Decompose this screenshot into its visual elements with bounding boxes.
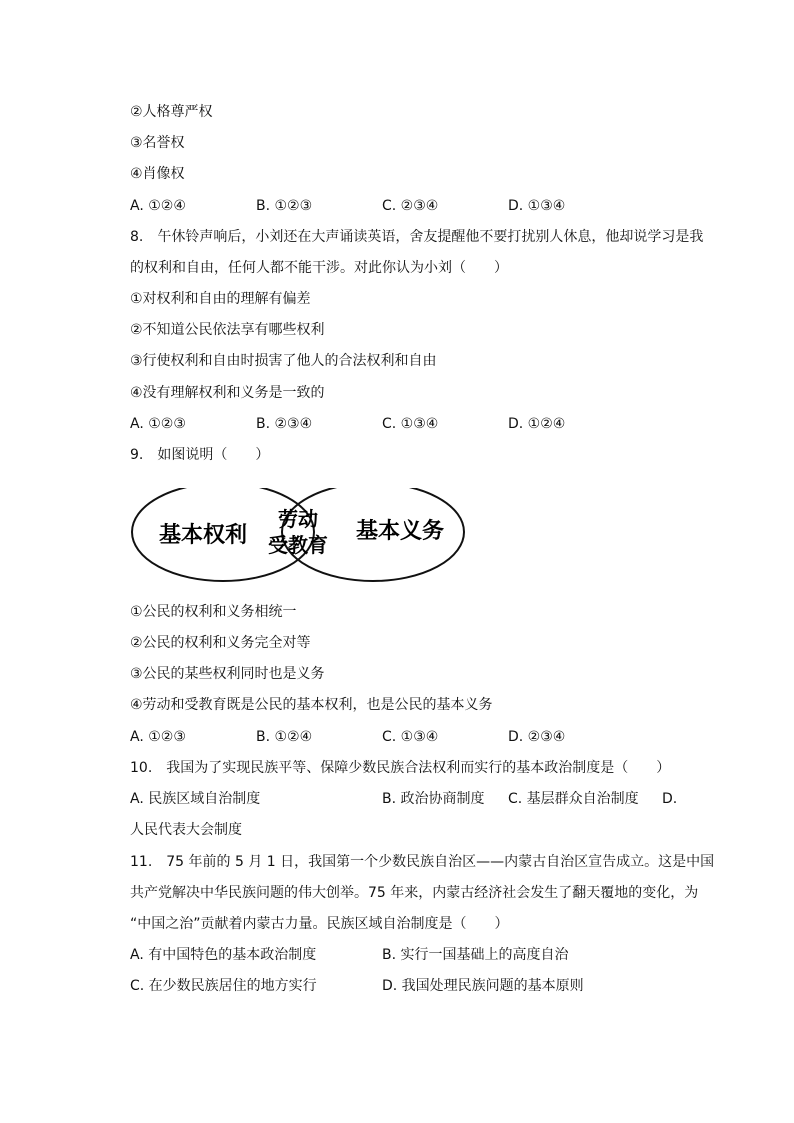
q8-stem-line2: 的权利和自由，任何人都不能干涉。对此你认为小刘（ ）	[130, 260, 508, 276]
q11-option-c: C. 在少数民族居住的地方实行	[130, 978, 317, 994]
q11-stem-line2: 共产党解决中华民族问题的伟大创举。75 年来，内蒙古经济社会发生了翻天覆地的变化，为	[130, 885, 699, 901]
q11-stem-line1: 11. 75 年前的 5 月 1 日，我国第一个少数民族自治区——内蒙古自治区宣告成立。这是中国	[130, 854, 715, 870]
q10-option-b: B. 政治协商制度	[382, 791, 485, 807]
q9-stem: 9. 如图说明（ ）	[130, 447, 270, 463]
q9-option-b: B. ①②④	[256, 729, 313, 745]
q8-item-2: ②不知道公民依法享有哪些权利	[130, 322, 325, 338]
q11-stem-line3: “中国之治”贡献着内蒙古力量。民族区域自治制度是（ ）	[130, 916, 509, 932]
q8-option-b: B. ②③④	[256, 416, 313, 432]
q8-item-1: ①对权利和自由的理解有偏差	[130, 291, 311, 307]
q7-item-3: ③名誉权	[130, 135, 185, 151]
q8-item-4: ④没有理解权利和义务是一致的	[130, 385, 325, 401]
q10-option-c: C. 基层群众自治制度	[508, 791, 639, 807]
q11-option-d: D. 我国处理民族问题的基本原则	[382, 978, 584, 994]
q7-option-c: C. ②③④	[382, 198, 439, 214]
q8-option-a: A. ①②③	[130, 416, 186, 432]
venn-overlap-line1: 劳动	[278, 507, 318, 531]
q10-option-d: D.	[662, 791, 678, 807]
q9-item-2: ②公民的权利和义务完全对等	[130, 635, 311, 651]
venn-left-label: 基本权利	[158, 522, 248, 548]
q7-option-a: A. ①②④	[130, 198, 186, 214]
venn-diagram	[128, 488, 468, 588]
q7-item-4: ④肖像权	[130, 166, 185, 182]
q8-item-3: ③行使权利和自由时损害了他人的合法权利和自由	[130, 353, 437, 369]
q10-option-a: A. 民族区域自治制度	[130, 791, 261, 807]
q10-option-d-text: 人民代表大会制度	[130, 822, 242, 838]
q9-option-c: C. ①③④	[382, 729, 439, 745]
q11-option-a: A. 有中国特色的基本政治制度	[130, 947, 317, 963]
q9-item-1: ①公民的权利和义务相统一	[130, 604, 297, 620]
q7-item-2: ②人格尊严权	[130, 104, 213, 120]
q8-option-c: C. ①③④	[382, 416, 439, 432]
venn-overlap-line2: 受教育	[268, 533, 328, 557]
q7-option-d: D. ①③④	[508, 198, 566, 214]
q9-option-a: A. ①②③	[130, 729, 186, 745]
q9-item-4: ④劳动和受教育既是公民的基本权利，也是公民的基本义务	[130, 697, 493, 713]
q9-option-d: D. ②③④	[508, 729, 566, 745]
q7-option-b: B. ①②③	[256, 198, 313, 214]
venn-right-label: 基本义务	[355, 518, 445, 544]
q11-option-b: B. 实行一国基础上的高度自治	[382, 947, 569, 963]
q8-stem-line1: 8. 午休铃声响后，小刘还在大声诵读英语，舍友提醒他不要打扰别人休息，他却说学习是我	[130, 229, 704, 245]
q9-item-3: ③公民的某些权利同时也是义务	[130, 666, 325, 682]
q10-stem: 10. 我国为了实现民族平等、保障少数民族合法权利而实行的基本政治制度是（ ）	[130, 760, 671, 776]
q8-option-d: D. ①②④	[508, 416, 566, 432]
